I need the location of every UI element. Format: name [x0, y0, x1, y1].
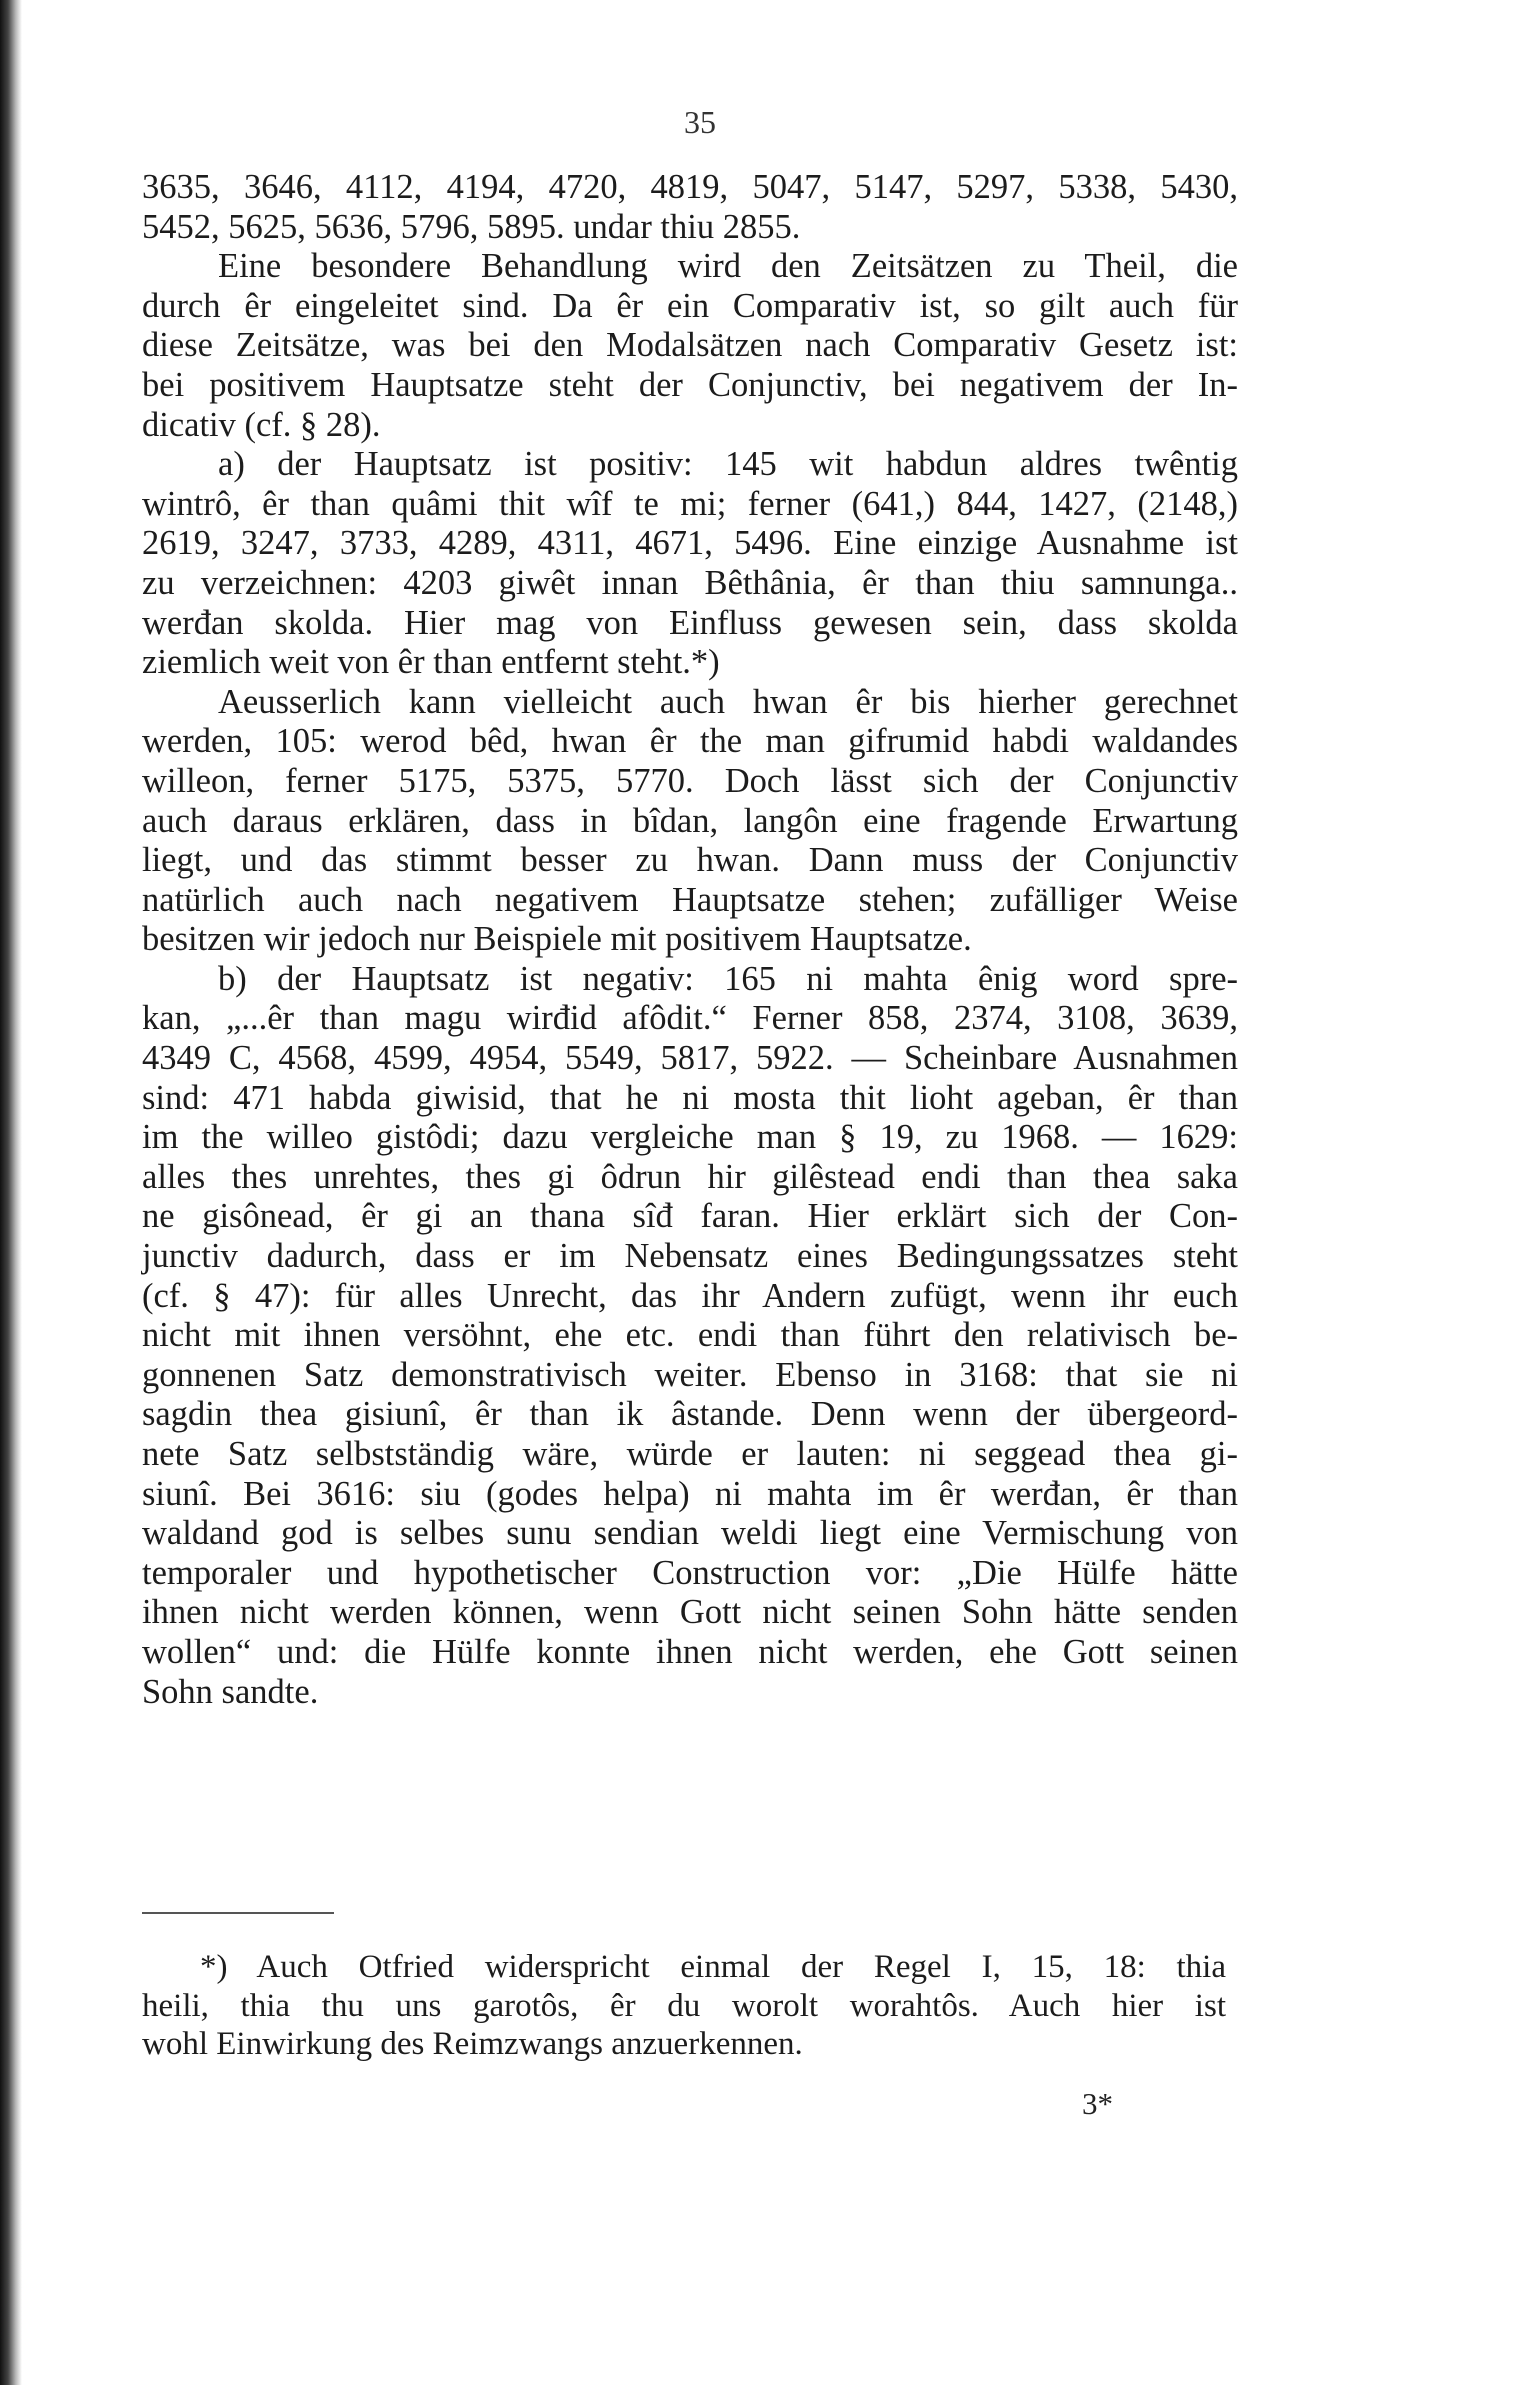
text-line: b) der Hauptsatz ist negativ: 165 ni mahta ênig word spre- [218, 959, 1238, 998]
text-line: sagdin thea gisiunî, êr than ik âstande. Denn wenn der übergeord- [142, 1395, 1238, 1434]
text-line: im the willeo gistôdi; dazu vergleiche man § 19, zu 1968. — 1629: [142, 1118, 1238, 1157]
text-line: Aeusserlich kann vielleicht auch hwan êr bis hierher gerechnet [218, 682, 1238, 721]
text-line: Sohn sandte. [142, 1672, 319, 1711]
body-text [142, 168, 1238, 1712]
footnote-line: wohl Einwirkung des Reimzwangs anzuerkennen. [142, 2026, 803, 2062]
text-line: besitzen wir jedoch nur Beispiele mit positivem Hauptsatze. [142, 920, 972, 959]
signature-mark: 3* [1082, 2086, 1113, 2121]
text-line: zu verzeichnen: 4203 giwêt innan Bêthânia, êr than thiu samnunga.. [142, 563, 1238, 602]
text-line: 4349 C, 4568, 4599, 4954, 5549, 5817, 5922. — Scheinbare Ausnahmen [142, 1039, 1238, 1078]
text-line: werden, 105: werod bêd, hwan êr the man gifrumid habdi waldandes [142, 722, 1238, 761]
text-line: dicativ (cf. § 28). [142, 405, 381, 444]
text-line: wintrô, êr than quâmi thit wîf te mi; ferner (641,) 844, 1427, (2148,) [142, 484, 1238, 523]
text-line: nicht mit ihnen versöhnt, ehe etc. endi than führt den relativisch be- [142, 1316, 1238, 1355]
text-line: natürlich auch nach negativem Hauptsatze stehen; zufälliger Weise [142, 880, 1238, 919]
page-number: 35 [684, 104, 716, 140]
text-line: durch êr eingeleitet sind. Da êr ein Comparativ ist, so gilt auch für [142, 286, 1238, 325]
footnote [142, 1948, 1226, 2064]
text-line: junctiv dadurch, dass er im Nebensatz eines Bedingungssatzes steht [142, 1237, 1238, 1276]
footnote-line: *) Auch Otfried widerspricht einmal der Regel I, 15, 18: thia [200, 1949, 1226, 1985]
text-line: waldand god is selbes sunu sendian weldi liegt eine Vermischung von [142, 1514, 1238, 1553]
text-line: auch daraus erklären, dass in bîdan, langôn eine fragende Erwartung [142, 801, 1238, 840]
text-line: sind: 471 habda giwisid, that he ni mosta thit lioht ageban, êr than [142, 1078, 1238, 1117]
text-line: ihnen nicht werden können, wenn Gott nicht seinen Sohn hätte senden [142, 1593, 1238, 1632]
text-line: 5452, 5625, 5636, 5796, 5895. undar thiu 2855. [142, 207, 801, 246]
text-line: diese Zeitsätze, was bei den Modalsätzen nach Comparativ Gesetz ist: [142, 326, 1238, 365]
text-line: bei positivem Hauptsatze steht der Conjunctiv, bei negativem der In- [142, 365, 1238, 404]
text-line: 2619, 3247, 3733, 4289, 4311, 4671, 5496. Eine einzige Ausnahme ist [142, 524, 1238, 563]
text-line: gonnenen Satz demonstrativisch weiter. Ebenso in 3168: that sie ni [142, 1355, 1238, 1394]
binding-edge [0, 0, 22, 2385]
text-line: siunî. Bei 3616: siu (godes helpa) ni mahta im êr werđan, êr than [142, 1474, 1238, 1513]
text-line: werđan skolda. Hier mag von Einfluss gewesen sein, dass skolda [142, 603, 1238, 642]
text-line: alles thes unrehtes, thes gi ôdrun hir gilêstead endi than thea saka [142, 1157, 1238, 1196]
text-line: liegt, und das stimmt besser zu hwan. Dann muss der Conjunctiv [142, 841, 1238, 880]
text-line: temporaler und hypothetischer Construction vor: „Die Hülfe hätte [142, 1553, 1238, 1592]
text-line: ne gisônead, êr gi an thana sîđ faran. Hier erklärt sich der Con- [142, 1197, 1238, 1236]
text-line: kan, „...êr than magu wirđid afôdit.“ Ferner 858, 2374, 3108, 3639, [142, 999, 1238, 1038]
text-line: willeon, ferner 5175, 5375, 5770. Doch lässt sich der Conjunctiv [142, 761, 1238, 800]
text-line: wollen“ und: die Hülfe konnte ihnen nicht werden, ehe Gott seinen [142, 1632, 1238, 1671]
text-line: 3635, 3646, 4112, 4194, 4720, 4819, 5047, 5147, 5297, 5338, 5430, [142, 168, 1238, 206]
text-line: a) der Hauptsatz ist positiv: 145 wit habdun aldres twêntig [218, 445, 1238, 484]
footnote-rule [142, 1912, 334, 1914]
text-line: (cf. § 47): für alles Unrecht, das ihr Andern zufügt, wenn ihr euch [142, 1276, 1238, 1315]
text-line: nete Satz selbstständig wäre, würde er lauten: ni seggead thea gi- [142, 1435, 1238, 1473]
footnote-line: heili, thia thu uns garotôs, êr du worolt worahtôs. Auch hier ist [142, 1987, 1226, 2024]
text-line: ziemlich weit von êr than entfernt steht.*) [142, 643, 720, 682]
text-line: Eine besondere Behandlung wird den Zeitsätzen zu Theil, die [218, 247, 1238, 286]
